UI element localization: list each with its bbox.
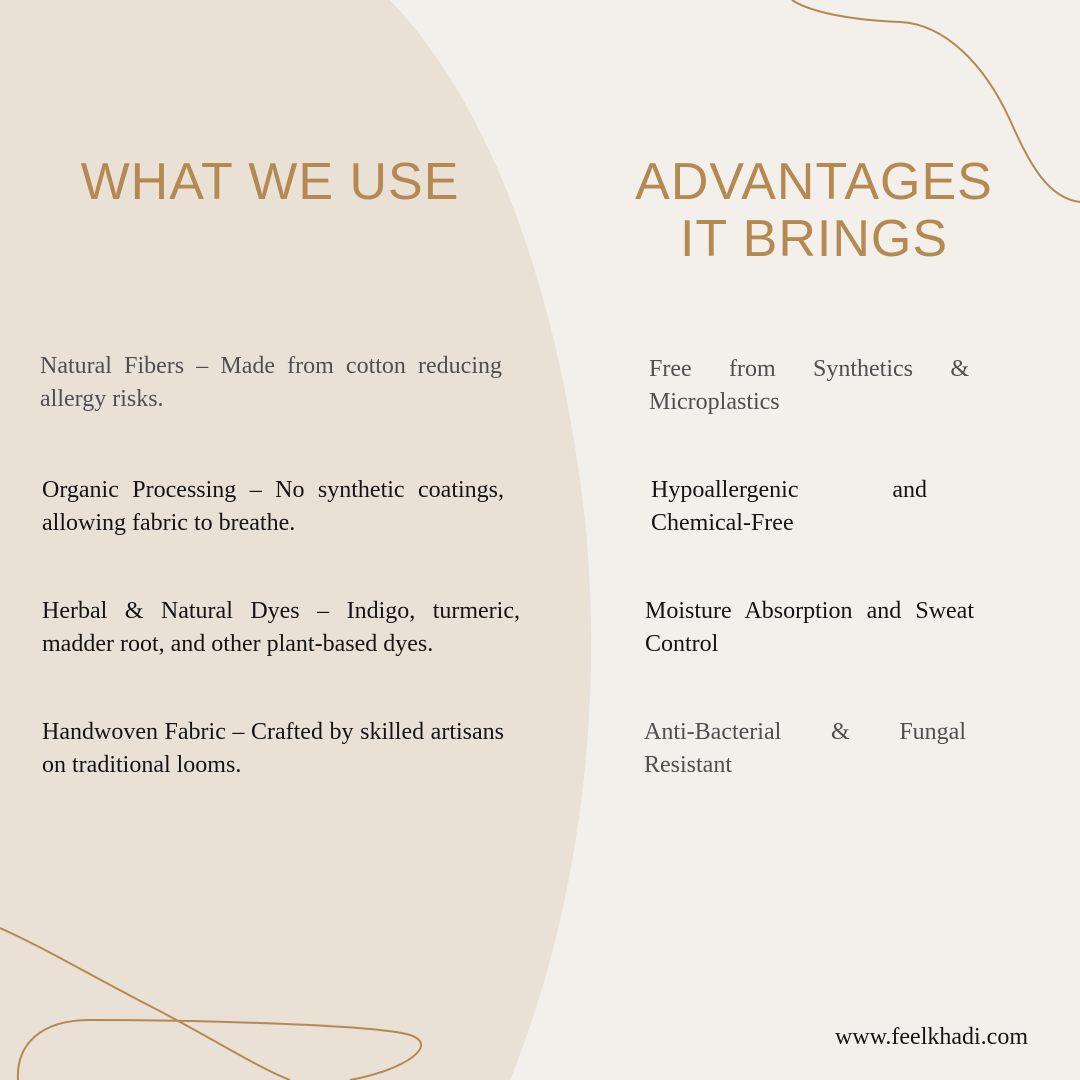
- organic-processing-item: Organic Processing – No synthetic coatings, allowing fabric to breathe.: [42, 477, 504, 536]
- website-url: www.feelkhadi.com: [834, 1024, 1028, 1050]
- handwoven-fabric-item: Handwoven Fabric – Crafted by skilled artisans on traditional looms.: [42, 719, 504, 778]
- advantages-heading-line-1: ADVANTAGES: [635, 153, 993, 211]
- what-we-use-heading-text: WHAT WE USE: [80, 153, 460, 211]
- herbal-dyes-item: Herbal & Natural Dyes – Indigo, turmeric, madder root, and other plant-based dyes.: [42, 598, 520, 657]
- anti-bacterial-item: Anti-Bacterial & Fungal Resistant: [644, 719, 966, 778]
- moisture-absorption-item: Moisture Absorption and Sweat Control: [645, 598, 974, 657]
- what-we-use-heading: [40, 154, 500, 211]
- free-from-synthetics-item: Free from Synthetics & Microplastics: [649, 356, 969, 415]
- natural-fibers-item: Natural Fibers – Made from cotton reducing allergy risks.: [40, 353, 502, 412]
- advantages-heading-line-2: IT BRINGS: [679, 210, 949, 268]
- advantages-heading: [614, 154, 1014, 268]
- hypoallergenic-item: Hypoallergenic and Chemical-Free: [651, 477, 927, 536]
